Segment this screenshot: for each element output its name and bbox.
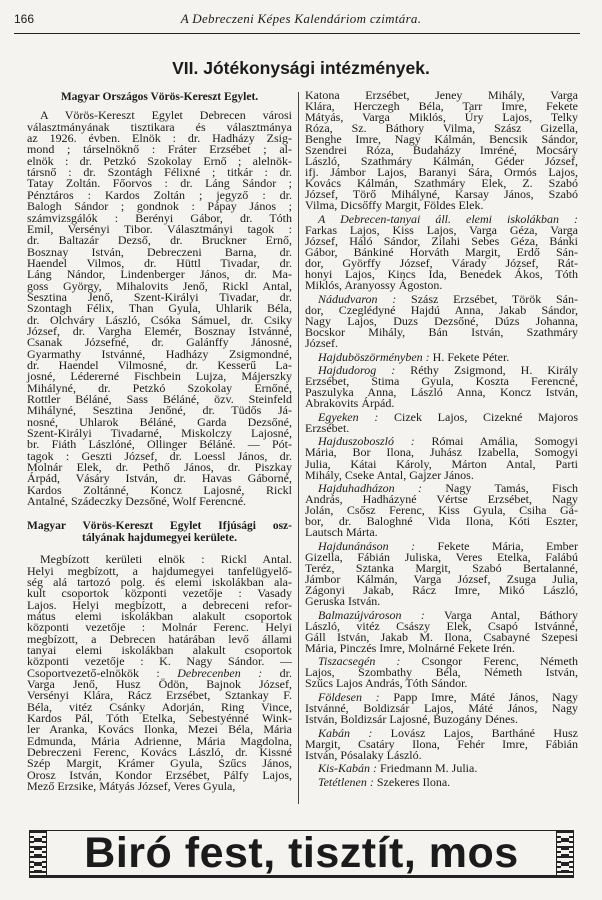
text-line: számvizsgálók : Berényi Gábor, dr. Tóth xyxy=(27,210,292,225)
page-number: 166 xyxy=(14,12,35,26)
text-segment: H. Fekete Péter. xyxy=(429,349,510,364)
text-line: Sesztina Jenő, Szent-Királyi Tivadar, dr. xyxy=(27,289,292,304)
text-line: ifj. Jámbor Lajos, Baranyi Sára, Ormós Lajos, xyxy=(305,165,578,180)
text-line: dor, Czeglédyné Hajdú Anna, Jakab Sándor, xyxy=(305,302,578,317)
place-label: Földesen : xyxy=(318,689,380,704)
text-segment: Szekeres Ilona. xyxy=(373,774,451,789)
place-label: Hajdunánáson : xyxy=(318,538,416,553)
paragraph xyxy=(305,349,578,364)
text-line: Szép Margit, Krámer Gyula, Szűcs János, xyxy=(27,756,292,771)
text-line: Gáll István, Jakab M. Ilona, Csabayné Szepesi xyxy=(305,629,578,644)
text-line: Mihályné, dr. Petzkó Szokolay Ernőné, xyxy=(27,380,292,395)
text-line: Geruska István. xyxy=(305,594,381,609)
text-line: Edmunda, Mária Adrienne, Mária Magdolna, xyxy=(27,733,292,748)
text-line: tanyai elemi iskolákban alakult csoportok xyxy=(27,643,292,657)
text-line: Haendel Vilmos, dr. Hüttl Tivadar, dr. xyxy=(27,255,292,270)
text-segment: Csoportvezető-elnökök : xyxy=(27,665,178,680)
section-heading-youth-division xyxy=(27,521,292,544)
advertisement-banner xyxy=(29,830,574,878)
section-heading-red-cross: Magyar Országos Vörös-Kereszt Egylet. xyxy=(60,91,259,103)
ornament-border-icon xyxy=(556,831,573,875)
text-line: László, vitéz Császy Elek, Csapó Istvánné, xyxy=(305,618,578,633)
text-line: kult csoportok központi vezetője : Vasady xyxy=(27,586,292,601)
text-line: Julia, Kátai Károly, Márton Antal, Parti xyxy=(305,456,578,471)
text-line: nosné, Uhlarok Béláné, Garda Dezsőné, xyxy=(27,414,292,429)
paragraph xyxy=(305,90,578,212)
text-line: József. xyxy=(305,336,338,351)
text-line: Szűcs Lajos András, Tóth Sándor. xyxy=(305,676,468,691)
text-line: választmányának tisztikara és választmánya xyxy=(27,119,292,134)
section-heading-line: tályának hajdumegyei kerülete. xyxy=(82,531,237,544)
text-line: Mihályné, Sesztina Jenőné, dr. Tüdős Já- xyxy=(27,403,292,418)
text-line: mátus elemi iskolákban alakult csoportok xyxy=(27,608,292,623)
text-line: Lajos, Szombathy Béla, Németh István, xyxy=(305,665,578,680)
text-line: Balogh Sándor ; gondnok : Pápay János ; xyxy=(27,199,292,214)
paragraph xyxy=(305,538,578,609)
text-line: ség alá tartozó polg. és elemi iskolákban ala- xyxy=(27,574,292,589)
text-line: István, Boldizsár Lajosné, Buzogány Dénes. xyxy=(305,712,518,727)
text-line: Szent-Királyi Tivadarné, Miskolczy Lajosné, xyxy=(27,426,292,441)
text-line: Miklós, Aranyossy Ágoston. xyxy=(305,278,443,293)
text-line: Rottler Béláné, Sass Béláné, özv. Steinfeld xyxy=(27,392,292,406)
text-line: Mihály, Cseke Antal, Gajzer János. xyxy=(305,467,474,482)
text-segment: Nagy Tamás, Fisch xyxy=(422,481,578,496)
text-line: Varga Jenő, Husz Ödön, Bajnok József, xyxy=(27,677,292,692)
text-line: József, dr. Vargha Elemér, Bosznay Istvánné, xyxy=(27,323,292,338)
text-line: goss György, Mihalovits Jenő, Rickl Antal, xyxy=(27,278,292,293)
text-segment: Cizek Lajos, Cizekné Majoros xyxy=(378,409,578,424)
text-line xyxy=(305,349,578,364)
text-line: társnő : dr. Szontágh Félixné ; titkár : dr. xyxy=(27,165,292,180)
text-line: Mező Erzsike, Mátyás József, Veres Gyula, xyxy=(27,779,236,794)
text-line: Tatay Zoltán. Főorvos : dr. Láng Sándor ; xyxy=(27,176,292,191)
paragraph xyxy=(305,725,578,762)
text-line: László, Szathmáry Kálmán, Géder József, xyxy=(305,154,578,169)
place-label: Kis-Kabán : xyxy=(318,761,378,776)
text-line: Orosz István, Kondor Erzsébet, Pálfy Lajos, xyxy=(27,767,292,782)
text-segment: Fekete Mária, Ember xyxy=(415,538,578,553)
text-line: Paszulyka Anna, László Anna, Koncz István, xyxy=(305,385,578,400)
text-line: Láng Nándor, Lindenberger János, dr. Ma- xyxy=(27,267,292,282)
text-line: József, Törő Mihályné, Karsay János, Szabó xyxy=(305,187,578,202)
place-label: A Debrecen-tanyai áll. elemi iskolákban : xyxy=(318,212,578,227)
paragraph xyxy=(305,774,578,789)
text-line: Megbízott kerületi elnök : Rickl Antal. xyxy=(40,552,292,567)
text-line: Klára, Herczegh Béla, Tarr Imre, Fekete xyxy=(305,99,578,114)
text-line: Debreczeni Ferenc, Kovács László, dr. Kissné xyxy=(27,745,292,760)
paragraph xyxy=(305,689,579,727)
text-line: Abrakovits Árpád. xyxy=(305,396,395,411)
text-line: br. Fiáth Lászlóné, Ollinger Béláné. — Pót- xyxy=(27,437,292,452)
text-line: Mária, Bor Ilona, Juhász Izabella, Somogyi xyxy=(305,445,578,460)
place-label: Hajduszoboszló : xyxy=(318,434,415,449)
paragraph xyxy=(305,483,578,538)
text-line: Bocskor Mihály, Bán István, Szathmáry xyxy=(305,324,578,339)
paragraph xyxy=(305,607,578,655)
paragraph-youth-division xyxy=(27,554,292,792)
right-column xyxy=(305,90,578,788)
text-segment: Szász Erzsébet, Török Sán- xyxy=(396,291,578,306)
text-line: dor, Györffy József, Várady József, Rát- xyxy=(305,256,578,271)
text-line: dr. Haendel Vilmosné, dr. Kesserű La- xyxy=(27,357,292,372)
text-segment: Papp Imre, Máté János, Nagy xyxy=(379,689,579,704)
text-line: josné, Lédererné Fischbein Lujza, Májerszky xyxy=(27,369,292,384)
text-line: központi vezetője : Molnár Ferenc. Helyi xyxy=(27,620,292,635)
text-line: Gábor, Bánkiné Horváth Margit, Erdő Sán- xyxy=(305,245,578,260)
text-line: Farkas Lajos, Kiss Lajos, Varga Géza, Varga xyxy=(305,223,578,238)
left-column xyxy=(27,90,292,792)
text-line: ler Aranka, Kovács Ilonka, Mezei Béla, Mária xyxy=(27,722,292,737)
paragraph xyxy=(305,214,578,291)
text-line: Mária, Pinczés Imre, Molnárné Fekete Irén. xyxy=(305,640,515,655)
text-line: Lautsch Márta. xyxy=(305,525,378,540)
text-line: honyi Lajos, Kincs Ida, Benedek Ákos, Tóth xyxy=(305,267,578,282)
text-segment: Csongor Ferenc, Németh xyxy=(400,654,578,669)
text-segment: Réthy Zsigmond, H. Király xyxy=(395,363,578,378)
column-divider xyxy=(298,92,299,804)
text-segment: Friedmann M. Julia. xyxy=(377,761,478,776)
text-line xyxy=(305,774,578,789)
text-segment: Római Amália, Somogyi xyxy=(414,434,579,449)
running-title: A Debreczeni Képes Kalendáriom czimtára. xyxy=(180,11,422,26)
text-line: Mátyás, Varga Miklós, Úry Lajos, Telky xyxy=(305,110,578,125)
section-heading-line: Magyar Vörös-Kereszt Egylet Ifjúsági osz- xyxy=(27,520,292,533)
place-label: Balmazújvároson : xyxy=(318,607,425,622)
text-line: József, Háló Sándor, Zilahi Sebes Géza, Bánki xyxy=(305,234,578,249)
text-line: Szontagh Félix, Than Gyula, Uhlarik Béla, xyxy=(27,301,292,316)
text-line: Erzsébet, Stima Gyula, Koszta Ferencné, xyxy=(305,374,578,389)
text-line: az 1926. évben. Elnök : dr. Hadházy Zsig- xyxy=(27,131,292,146)
text-line: Benghe Imre, Nagy Kálmán, Bencsik Sándor, xyxy=(305,132,578,147)
header-rule xyxy=(14,33,580,34)
paragraph xyxy=(305,763,578,774)
text-line: Kardos Pál, Tóth Etelka, Sebestyénné Wink- xyxy=(27,711,292,726)
ornament-border-icon xyxy=(30,831,47,875)
text-line: Szendrei Róza, Budaházy Imréné, Mocsáry xyxy=(305,143,578,158)
text-line: István, Pósalaky László. xyxy=(305,747,422,762)
paragraph xyxy=(305,291,578,351)
text-line: Vilma, Dicsőffy Margit, Földes Elek. xyxy=(305,198,484,213)
paragraph xyxy=(305,656,578,689)
text-line: Katona Erzsébet, Jeney Mihály, Varga xyxy=(305,88,578,102)
text-segment: Varga Antal, Báthory xyxy=(424,607,578,622)
text-line: Istvánné, Boldizsár Lajos, Máté János, Nagy xyxy=(305,700,578,715)
chapter-title: VII. Jótékonysági intézmények. xyxy=(172,58,430,78)
place-label: Tiszacsegén : xyxy=(318,654,401,669)
text-line: Margit, Csatáry Ilona, Fehér Imre, Fábián xyxy=(305,736,578,751)
text-line xyxy=(305,763,578,774)
text-segment: dr. xyxy=(262,665,292,680)
text-line: Zágonyi Jakab, Rácz Imre, Mikó László, xyxy=(305,583,578,598)
text-line: Antalné, Szádeczky Dezsőné, Wolf Ferencné. xyxy=(27,494,247,509)
text-line: Helyi megbízott, a hajdumegyei tanfelügyelő- xyxy=(27,563,292,578)
place-label: Hajduböszörményben : xyxy=(318,349,430,364)
paragraph xyxy=(305,436,578,480)
text-line: Jámbor Kálmán, Varga József, Zsuga Julia, xyxy=(305,571,578,586)
text-line: tagok : Geszti József, dr. Loessl János, dr. xyxy=(27,448,292,463)
text-line: Béla, vitéz Csánky Adorján, Ring Vince, xyxy=(27,699,292,714)
place-label: Egyeken : xyxy=(318,409,379,424)
text-line: Erzsébet. xyxy=(305,420,350,435)
paragraph xyxy=(305,409,578,435)
text-line: Gyarmathy Istvánné, Hadházy Zsigmondné, xyxy=(27,346,292,361)
place-label: Nádudvaron : xyxy=(318,291,397,306)
text-line: A Vörös-Kereszt Egylet Debrecen városi xyxy=(40,108,292,123)
text-line: megbízott, a Debrecen határában levő állami xyxy=(27,631,292,646)
advertisement-text: Biró fest, tisztít, mos xyxy=(84,829,519,877)
text-line: Árpád, Vásáry István, dr. Havas Gáborné, xyxy=(27,471,292,486)
place-label: Kabán : xyxy=(318,725,373,740)
paragraph xyxy=(305,365,578,409)
text-line: Teréz, Sztanka Margit, Szabó Bertalanné, xyxy=(305,560,578,575)
text-line: dr. Olchváry László, Csóka Sámuel, dr. Csiky xyxy=(27,312,292,327)
text-line: Róza, Sz. Báthory Vilma, Szász Gizella, xyxy=(305,121,578,136)
text-line: Jolán, Csősz Ferenc, Kiss Gyula, Csiha Gá- xyxy=(305,503,578,518)
text-line: Kovács Kálmán, Szathmáry Elek, Z. Szabó xyxy=(305,176,578,191)
text-line: Emil, Versényi Tibor. Választmányi tagok : xyxy=(27,221,292,236)
place-label: Hajduhadházon : xyxy=(318,481,423,496)
text-line: elnök : dr. Petzkó Szokolay Ernő ; alelnök- xyxy=(27,153,292,168)
text-segment: Lovász Lajos, Bartháné Husz xyxy=(372,725,578,740)
text-line: mond ; társelnöknő : Fráter Erzsébet ; al- xyxy=(27,142,292,157)
text-line: Kardos Zoltánné, Koncz Lajosné, Rickl xyxy=(27,482,292,497)
text-line: András, Hadházyné Vértse Erzsébet, Nagy xyxy=(305,492,578,507)
text-line: Csanak Józsefné, dr. Galánffy Jánosné, xyxy=(27,335,292,350)
text-line: Nagy Lajos, Duzs Dezsőné, Dúzs Johanna, xyxy=(305,313,578,328)
text-line: Versényi Klára, Rácz Erzsébet, Sztankay F. xyxy=(27,688,292,703)
text-line: Molnár Elek, dr. Pethő János, dr. Piszkay xyxy=(27,460,292,475)
place-label: Tetétlenen : xyxy=(318,774,374,789)
text-line: Lajos. Helyi megbízott, a debreceni refor- xyxy=(27,597,292,612)
text-line: Gizella, Fábián Juliska, Veres Etelka, Falábú xyxy=(305,549,578,564)
text-line: dr. Baltazár Dezső, dr. Bruckner Ernő, xyxy=(27,233,292,248)
text-line: Bosznay István, Debreczeni Barna, dr. xyxy=(27,244,292,259)
paragraph-red-cross-officers xyxy=(27,110,292,507)
text-line: Pénztáros : Kardos Zoltán ; jegyző : dr. xyxy=(27,187,292,202)
place-label: Debrecenben : xyxy=(177,665,263,680)
place-label: Hajdudorog : xyxy=(318,363,396,378)
text-line: bor, dr. Baloghné Vida Ilona, Kóti Eszter, xyxy=(305,514,578,529)
text-line: központi vezetője : K. Nagy Sándor. — xyxy=(27,654,292,669)
